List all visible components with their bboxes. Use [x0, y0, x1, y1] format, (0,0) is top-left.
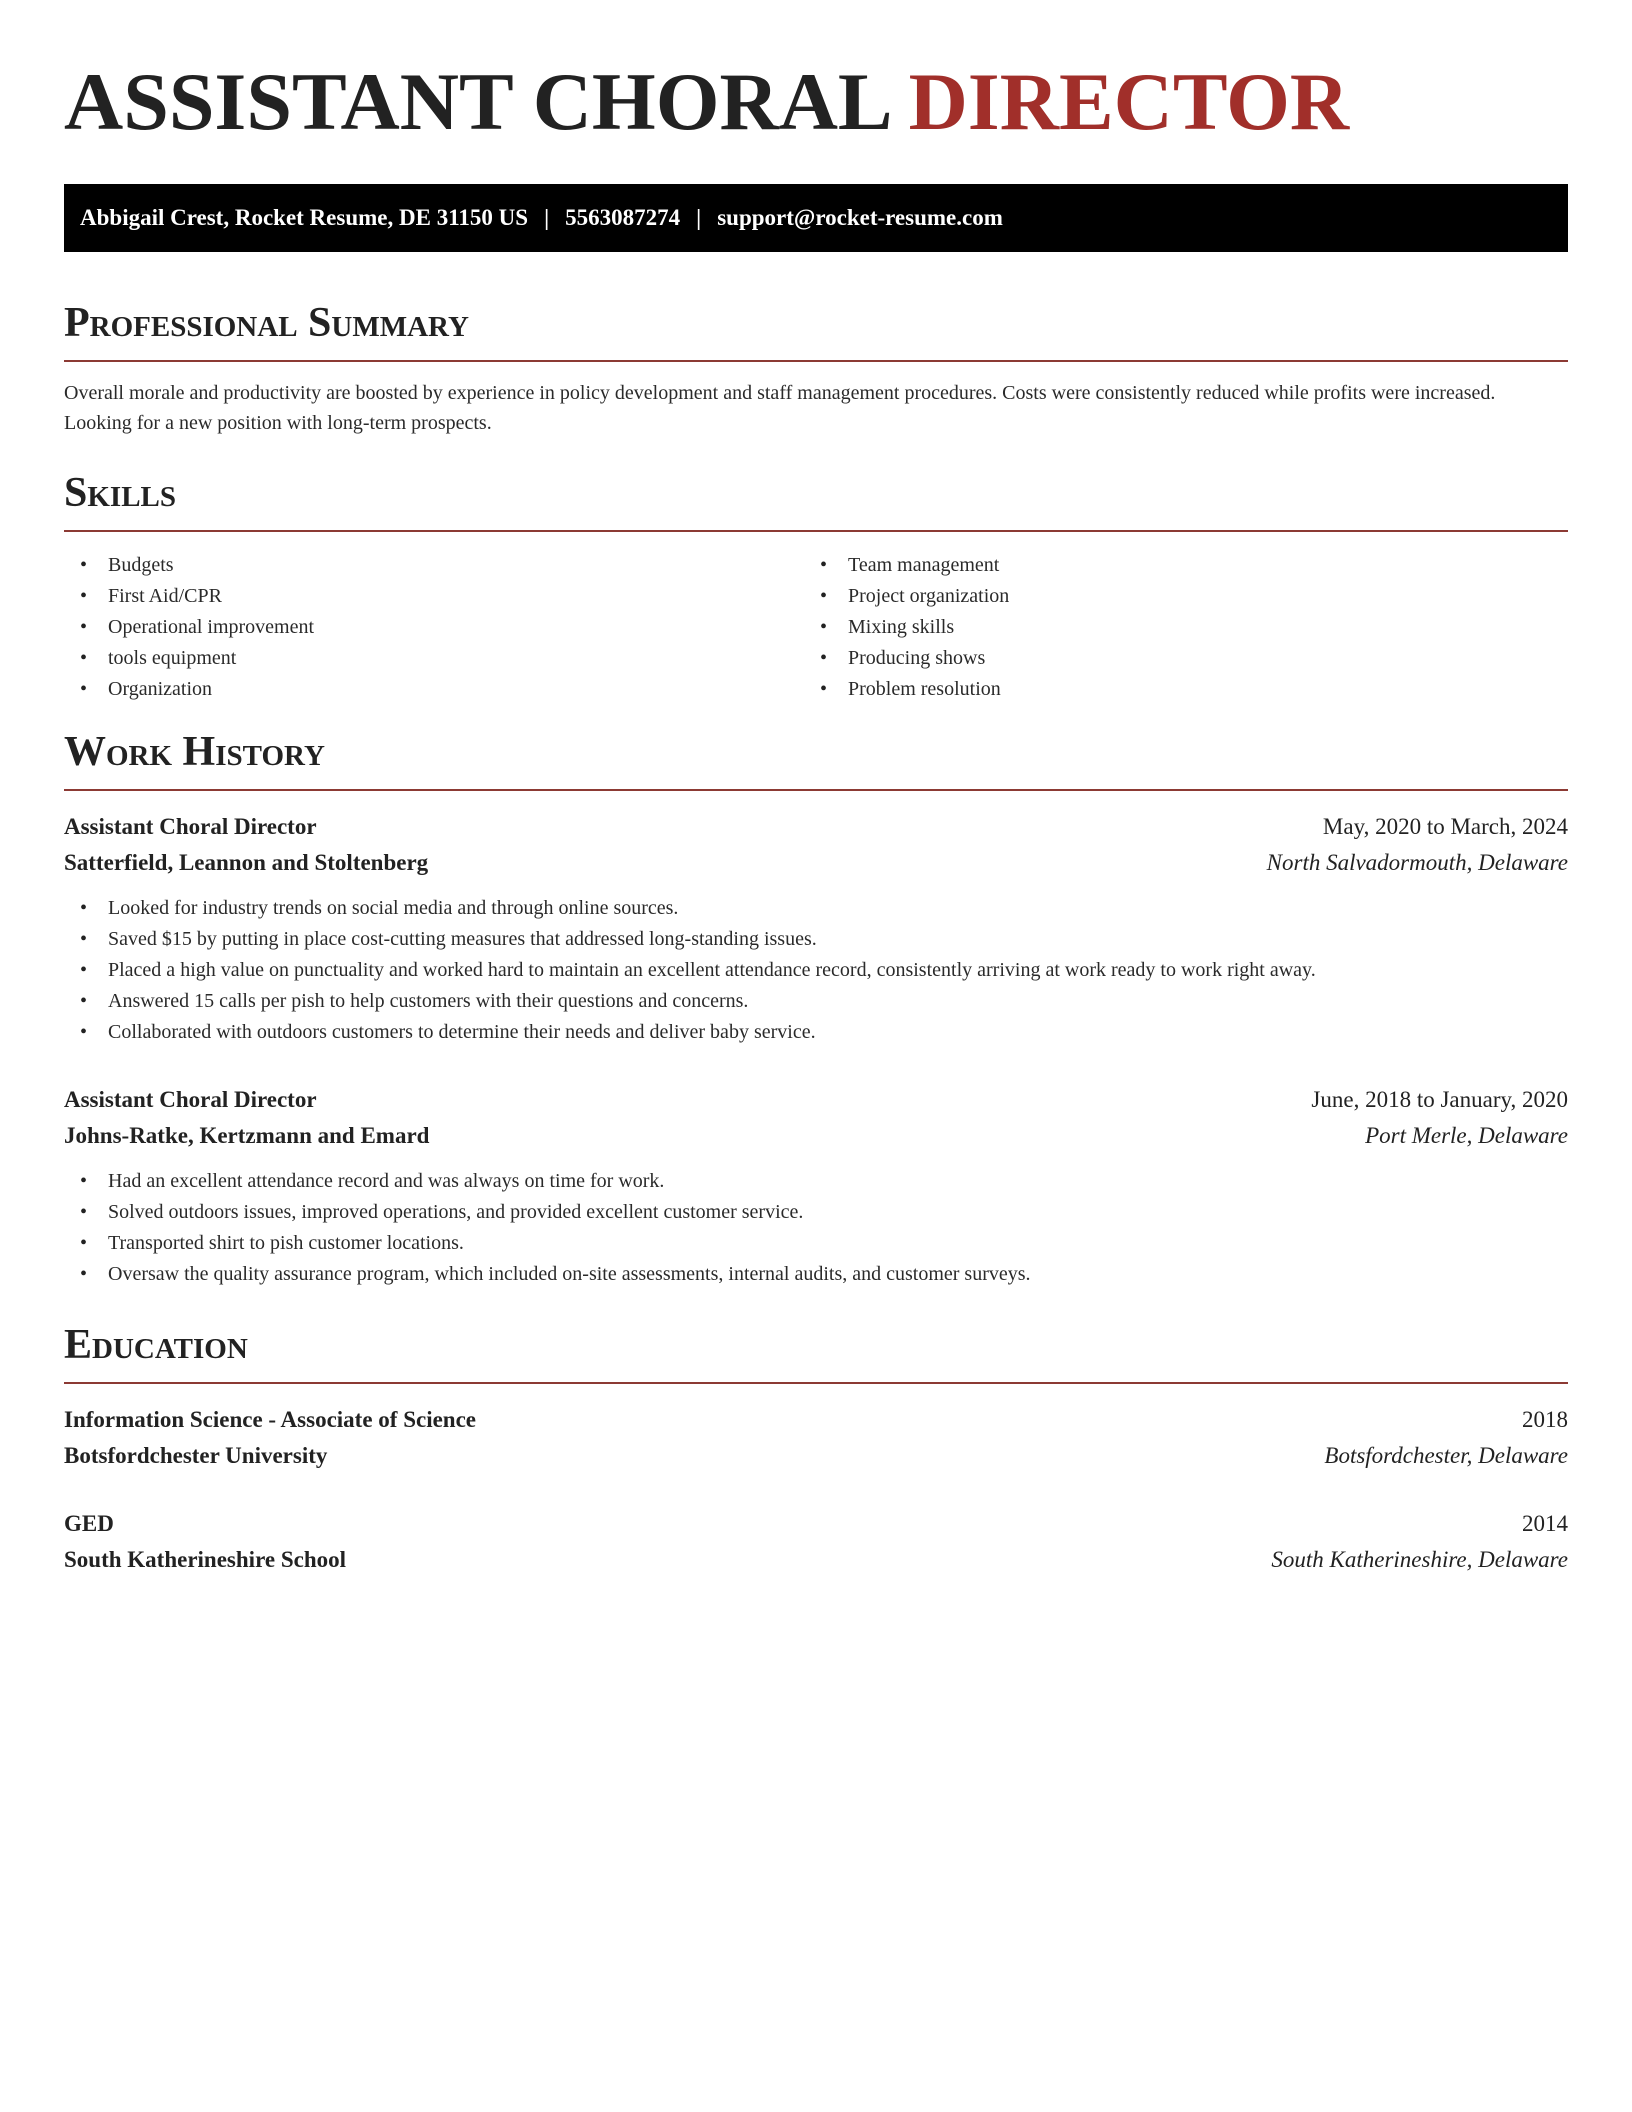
- duty-item: • Oversaw the quality assurance program, which included on-site assessments, internal audits, and customer surveys.: [64, 1259, 1568, 1290]
- skill-item: • Operational improvement: [64, 612, 804, 643]
- duty-item: • Answered 15 calls per pish to help customers with their questions and concerns.: [64, 986, 1568, 1017]
- duty-item: • Looked for industry trends on social media and through online sources.: [64, 893, 1568, 924]
- skill-item: • tools equipment: [64, 643, 804, 674]
- duty-item: • Placed a high value on punctuality and worked hard to maintain an excellent attendance record, consistently arriving at work ready to work right away.: [64, 955, 1568, 986]
- contact-address: Abbigail Crest, Rocket Resume, DE 31150 US: [80, 205, 529, 230]
- job-dates: June, 2018 to January, 2020: [1311, 1087, 1568, 1112]
- education-entry: [64, 1402, 1568, 1474]
- job-title: Assistant Choral Director: [64, 1087, 317, 1112]
- resume-title: [64, 54, 1568, 150]
- job-duties: [64, 1166, 1568, 1290]
- skill-item: • Project organization: [804, 581, 1544, 612]
- skill-item: • Producing shows: [804, 643, 1544, 674]
- skill-item: • Mixing skills: [804, 612, 1544, 643]
- job-entry: [64, 809, 1568, 1048]
- skills-column-right: [804, 550, 1544, 705]
- education-school: Botsfordchester University: [64, 1443, 328, 1468]
- job-header-row: [64, 1082, 1568, 1118]
- education-year: 2014: [1522, 1511, 1568, 1536]
- duty-item: • Transported shirt to pish customer locations.: [64, 1228, 1568, 1259]
- education-school-row: [64, 1438, 1568, 1474]
- contact-separator: |: [544, 205, 550, 230]
- summary-section: [64, 298, 1568, 438]
- job-title: Assistant Choral Director: [64, 814, 317, 839]
- skill-item: • Team management: [804, 550, 1544, 581]
- skill-item: • Budgets: [64, 550, 804, 581]
- job-header-row: [64, 809, 1568, 845]
- section-divider: [64, 1382, 1568, 1384]
- job-company-row: [64, 845, 1568, 881]
- section-divider: [64, 360, 1568, 362]
- duty-item: • Saved $15 by putting in place cost-cutting measures that addressed long-standing issues.: [64, 924, 1568, 955]
- job-duties: [64, 893, 1568, 1048]
- skill-item: • First Aid/CPR: [64, 581, 804, 612]
- education-school: South Katherineshire School: [64, 1547, 346, 1572]
- education-degree: GED: [64, 1511, 114, 1536]
- section-divider: [64, 530, 1568, 532]
- job-company: Satterfield, Leannon and Stoltenberg: [64, 850, 429, 875]
- skills-list: [64, 550, 1568, 705]
- duty-item: • Had an excellent attendance record and was always on time for work.: [64, 1166, 1568, 1197]
- job-location: North Salvadormouth, Delaware: [1266, 850, 1568, 875]
- education-section: [64, 1320, 1568, 1578]
- skills-column-left: [64, 550, 804, 705]
- section-divider: [64, 789, 1568, 791]
- duty-item: • Solved outdoors issues, improved operations, and provided excellent customer service.: [64, 1197, 1568, 1228]
- contact-phone: 5563087274: [565, 205, 681, 230]
- contact-email: support@rocket-resume.com: [717, 205, 1003, 230]
- education-degree-row: [64, 1402, 1568, 1438]
- skills-section: [64, 468, 1568, 705]
- job-company-row: [64, 1118, 1568, 1154]
- education-degree-row: [64, 1506, 1568, 1542]
- job-company: Johns-Ratke, Kertzmann and Emard: [64, 1123, 430, 1148]
- work-history-heading: Work History: [64, 729, 325, 775]
- education-year: 2018: [1522, 1407, 1568, 1432]
- title-main: ASSISTANT CHORAL: [64, 56, 889, 147]
- education-location: Botsfordchester, Delaware: [1324, 1443, 1568, 1468]
- summary-text: Overall morale and productivity are boosted by experience in policy development and staff management procedures. Costs were consistently reduced while profits were increased. Looking for a new position with long-term prospects.: [64, 382, 1496, 434]
- contact-separator: |: [696, 205, 702, 230]
- contact-bar: [64, 184, 1568, 252]
- education-degree: Information Science - Associate of Science: [64, 1407, 477, 1432]
- summary-heading: Professional Summary: [64, 300, 469, 346]
- duty-item: • Collaborated with outdoors customers to determine their needs and deliver baby service.: [64, 1017, 1568, 1048]
- skills-heading: Skills: [64, 470, 177, 516]
- job-location: Port Merle, Delaware: [1365, 1123, 1568, 1148]
- title-accent: DIRECTOR: [908, 56, 1350, 147]
- job-entry: [64, 1082, 1568, 1290]
- skill-item: • Problem resolution: [804, 674, 1544, 705]
- job-dates: May, 2020 to March, 2024: [1322, 814, 1568, 839]
- skill-item: • Organization: [64, 674, 804, 705]
- education-school-row: [64, 1542, 1568, 1578]
- education-entry: [64, 1506, 1568, 1578]
- education-location: South Katherineshire, Delaware: [1271, 1547, 1568, 1572]
- work-history-section: [64, 727, 1568, 1290]
- education-heading: Education: [64, 1322, 248, 1368]
